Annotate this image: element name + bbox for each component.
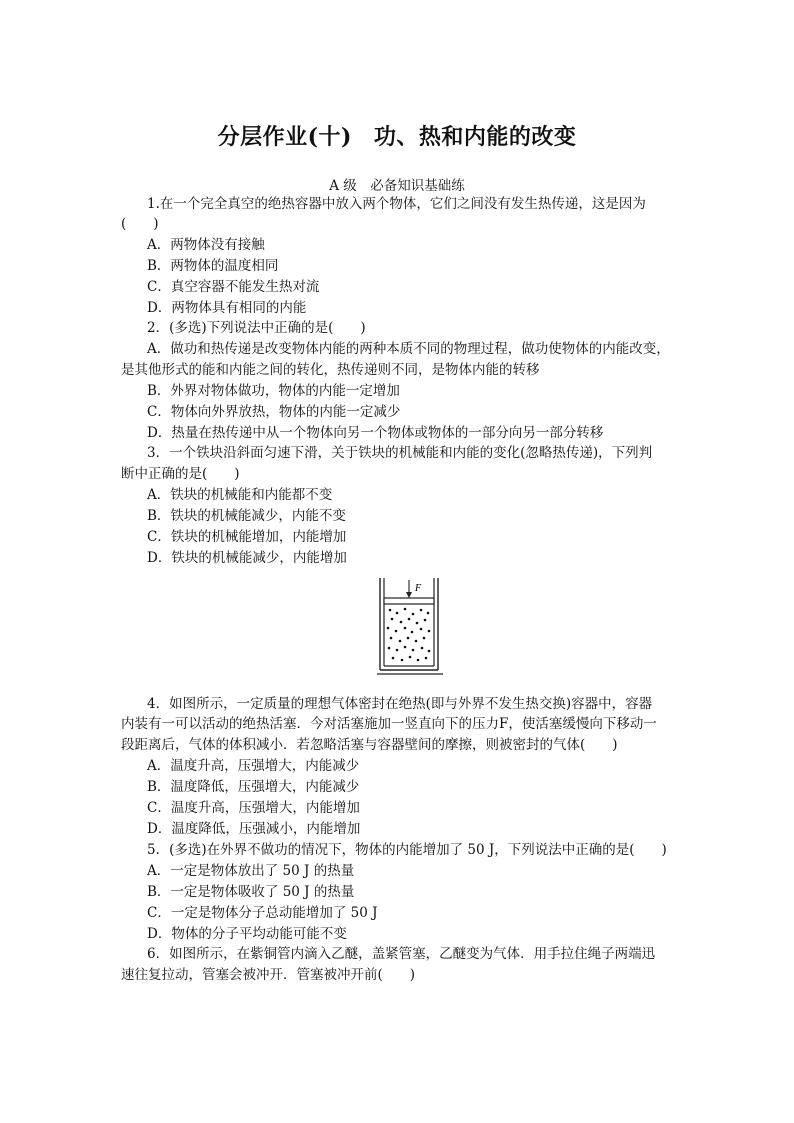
question-3-option: A．铁块的机械能和内能都不变 [147,487,333,503]
piston [384,598,434,604]
question-4-option: C．温度升高，压强增大，内能增加 [147,800,360,816]
gas-particles [387,608,431,662]
question-1-option: A．两物体没有接触 [147,237,265,253]
piston-container-figure [377,578,443,676]
question-6-stem: 速往复拉动，管塞会被冲开．管塞被冲开前( ) [121,967,416,983]
question-2-option: 是其他形式的能和内能之间的转化，热传递则不同，是物体内能的转移 [121,362,540,378]
question-5-option: D．物体的分子平均动能可能不变 [147,926,347,942]
question-5-option: A．一定是物体放出了 50 J 的热量 [147,863,355,879]
question-6-stem: 6．如图所示，在紫铜管内滴入乙醚，盖紧管塞，乙醚变为气体．用手拉住绳子两端迅 [147,946,656,962]
force-label: F [415,583,422,594]
question-5-option: B．一定是物体吸收了 50 J 的热量 [147,884,355,900]
question-3-option: D．铁块的机械能减少，内能增加 [147,550,347,566]
question-2-option: B．外界对物体做功，物体的内能一定增加 [147,383,400,399]
question-2-option: A．做功和热传递是改变物体内能的两种本质不同的物理过程，做功使物体的内能改变， [147,341,670,357]
question-3-option: B．铁块的机械能减少，内能不变 [147,508,346,524]
question-4-option: A．温度升高，压强增大，内能减少 [147,758,360,774]
question-1-option: B．两物体的温度相同 [147,258,279,274]
question-1-stem: ( ) [121,216,159,232]
question-4-stem: 段距离后，气体的体积减小．若忽略活塞与容器壁间的摩擦，则被密封的气体( ) [121,737,618,753]
question-5-option: C．一定是物体分子总动能增加了 50 J [147,905,378,921]
question-4-stem: 内装有一可以活动的绝热活塞．今对活塞施加一竖直向下的压力F，使活塞缓慢向下移动一 [121,716,657,732]
question-3-stem: 断中正确的是( ) [121,466,240,482]
question-2-option: D．热量在热传递中从一个物体向另一个物体或物体的一部分向另一部分转移 [147,425,604,441]
question-1-option: C．真空容器不能发生热对流 [147,279,320,295]
question-3-stem: 3．一个铁块沿斜面匀速下滑，关于铁块的机械能和内能的变化(忽略热传递)，下列判 [147,445,653,461]
page-title [0,120,794,151]
question-4-option: D．温度降低，压强减小，内能增加 [147,821,361,837]
section-heading: A 级 必备知识基础练 [329,178,465,194]
question-2-option: C．物体向外界放热，物体的内能一定减少 [147,404,401,420]
question-1-stem: 1.在一个完全真空的绝热容器中放入两个物体，它们之间没有发生热传递，这是因为 [147,196,646,212]
title-sub: 功、热和内能的改变 [373,124,577,150]
question-2-stem: 2．(多选)下列说法中正确的是( ) [147,320,366,336]
question-4-option: B．温度降低，压强增大，内能减少 [147,779,360,795]
question-5-stem: 5．(多选)在外界不做功的情况下，物体的内能增加了 50 J，下列说法中正确的是( ) [147,842,667,858]
title-main: 分层作业(十) [217,124,352,150]
question-1-option: D．两物体具有相同的内能 [147,300,307,316]
question-3-option: C．铁块的机械能增加，内能增加 [147,529,347,545]
question-4-stem: 4．如图所示，一定质量的理想气体密封在绝热(即与外界不发生热交换)容器中，容器 [147,696,653,712]
